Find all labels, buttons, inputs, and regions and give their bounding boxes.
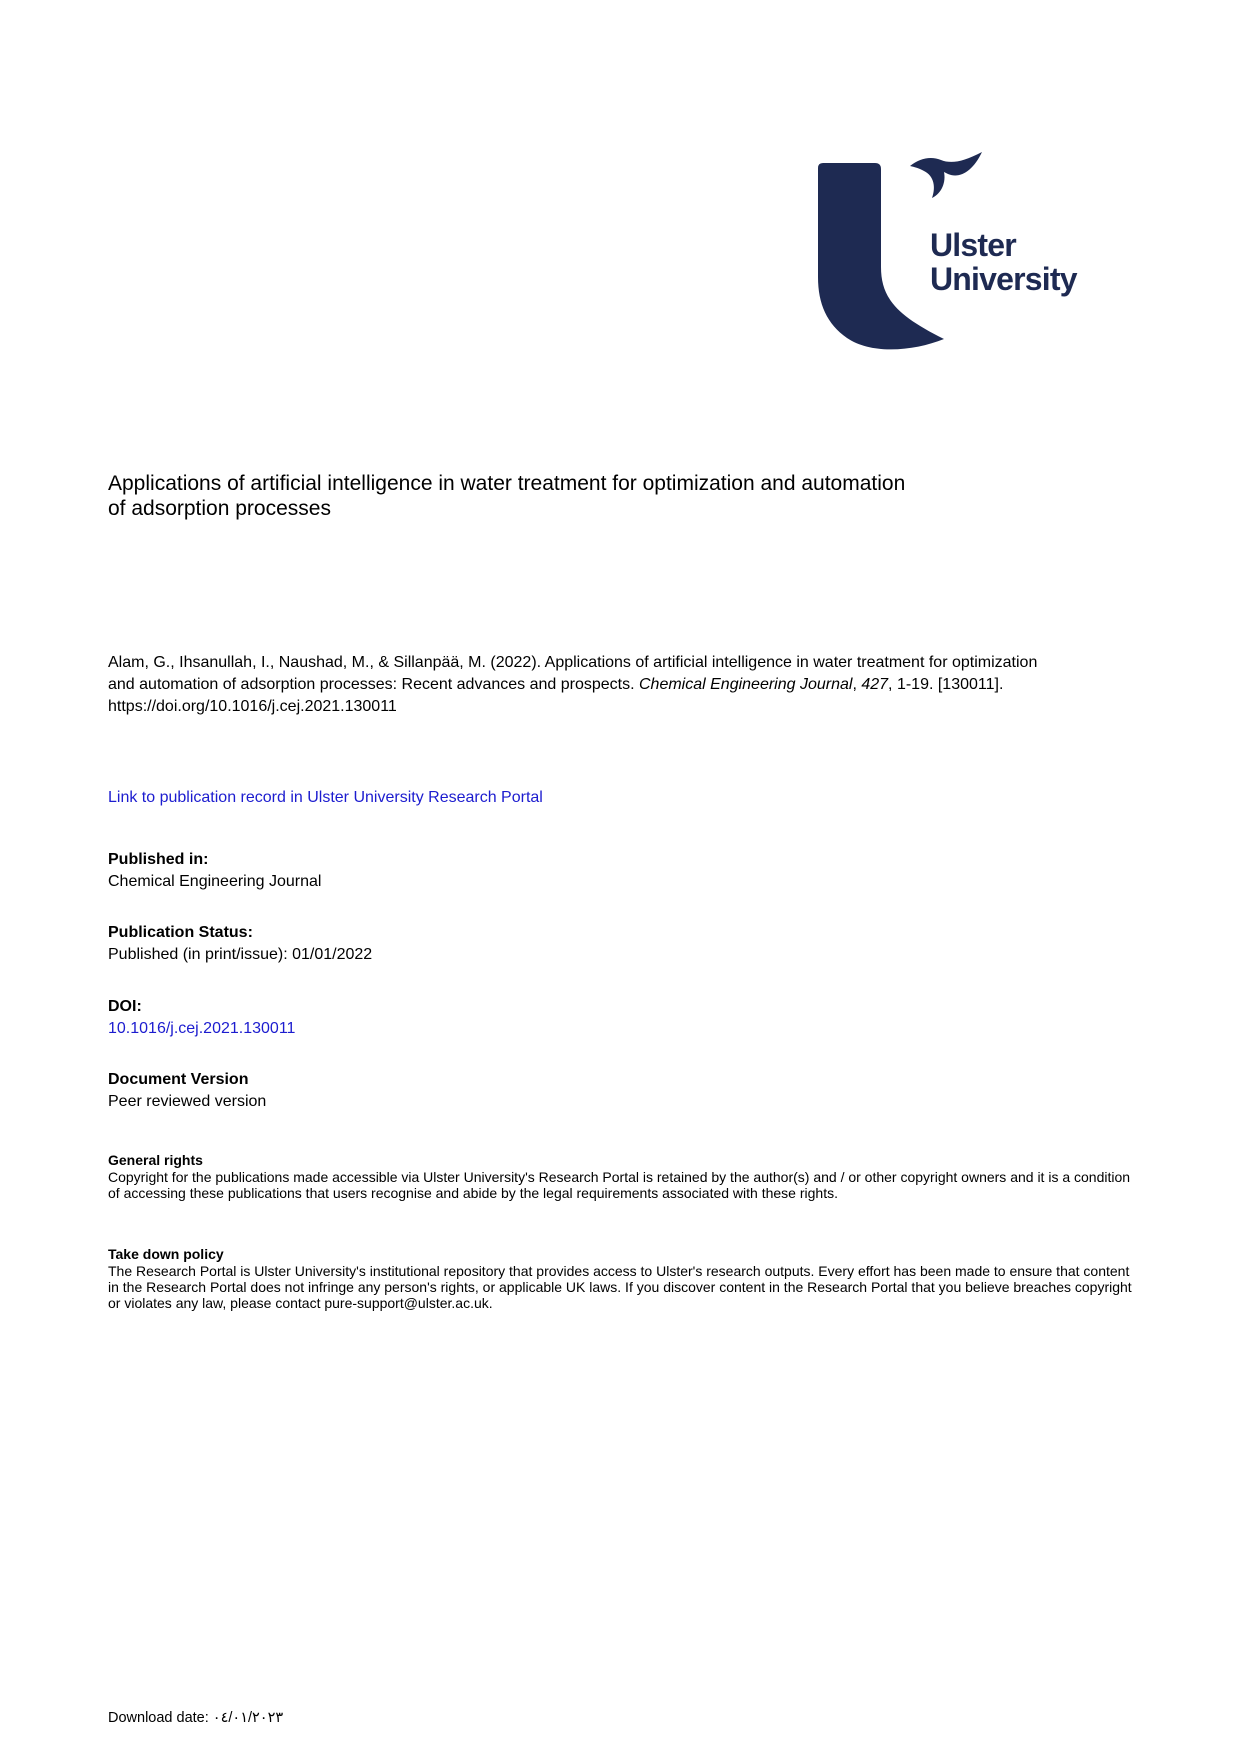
citation-authors-and-title: Alam, G., Ihsanullah, I., Naushad, M., & Sillanpää, M. (2022). Applications of artificial intelligence in water treatment for optimization and automation of adsorption processes: Recent advances and prospects.	[108, 654, 1038, 693]
logo-wordmark-line2: University	[930, 261, 1077, 297]
citation-volume: 427	[861, 676, 889, 693]
ulster-university-logo	[810, 148, 1140, 358]
page-title-line2: of adsorption processes	[108, 497, 331, 520]
citation-pages-and-doi: , 1-19. [130011]. https://doi.org/10.1016/j.cej.2021.130011	[108, 676, 1004, 715]
logo-wordmark-line1: Ulster	[930, 227, 1016, 263]
citation-journal-name: Chemical Engineering Journal	[639, 676, 853, 693]
general-rights-heading: General rights	[108, 1152, 203, 1168]
doi-section	[108, 996, 295, 1040]
document-version-section	[108, 1069, 266, 1113]
publication-status-label: Publication Status:	[108, 924, 253, 941]
download-date-label: Download date:	[108, 1710, 213, 1726]
published-in-section	[108, 849, 321, 893]
general-rights-body: Copyright for the publications made accessible via Ulster University's Research Portal is retained by the author(s) and / or other copyright owners and it is a condition of accessing these publications that users recognise and abide by the legal requirements associated with these rights.	[108, 1169, 1131, 1201]
page-title	[108, 471, 1148, 521]
published-in-label: Published in:	[108, 851, 209, 868]
page-title-line1: Applications of artificial intelligence in water treatment for optimization and automation	[108, 472, 906, 495]
document-version-value: Peer reviewed version	[108, 1093, 267, 1110]
document-version-label: Document Version	[108, 1071, 249, 1088]
doi-label: DOI:	[108, 998, 142, 1015]
logo-wordmark	[930, 228, 1077, 296]
download-date	[108, 1710, 283, 1726]
bird-icon	[910, 152, 982, 198]
take-down-policy-body: The Research Portal is Ulster University's institutional repository that provides access to Ulster's research outputs. Every effort has been made to ensure that content in the Research Portal does not infringe any person's rights, or applicable UK laws. If you discover content in the Research Portal that you believe breaches copyright or violates any law, please contact pure-support@ulster.ac.uk.	[108, 1263, 1132, 1311]
publication-status-value: Published (in print/issue): 01/01/2022	[108, 946, 373, 963]
citation-separator: ,	[852, 676, 862, 693]
publication-record-link[interactable]: Link to publication record in Ulster University Research Portal	[108, 789, 543, 806]
take-down-policy-heading: Take down policy	[108, 1246, 224, 1262]
publication-status-section	[108, 922, 372, 966]
citation-text	[108, 652, 1048, 718]
doi-link[interactable]: 10.1016/j.cej.2021.130011	[108, 1020, 296, 1037]
download-date-value: ٠٤/٠١/٢٠٢٣	[212, 1710, 284, 1726]
take-down-policy-section	[108, 1246, 1133, 1311]
general-rights-section	[108, 1152, 1133, 1201]
published-in-value: Chemical Engineering Journal	[108, 873, 322, 890]
